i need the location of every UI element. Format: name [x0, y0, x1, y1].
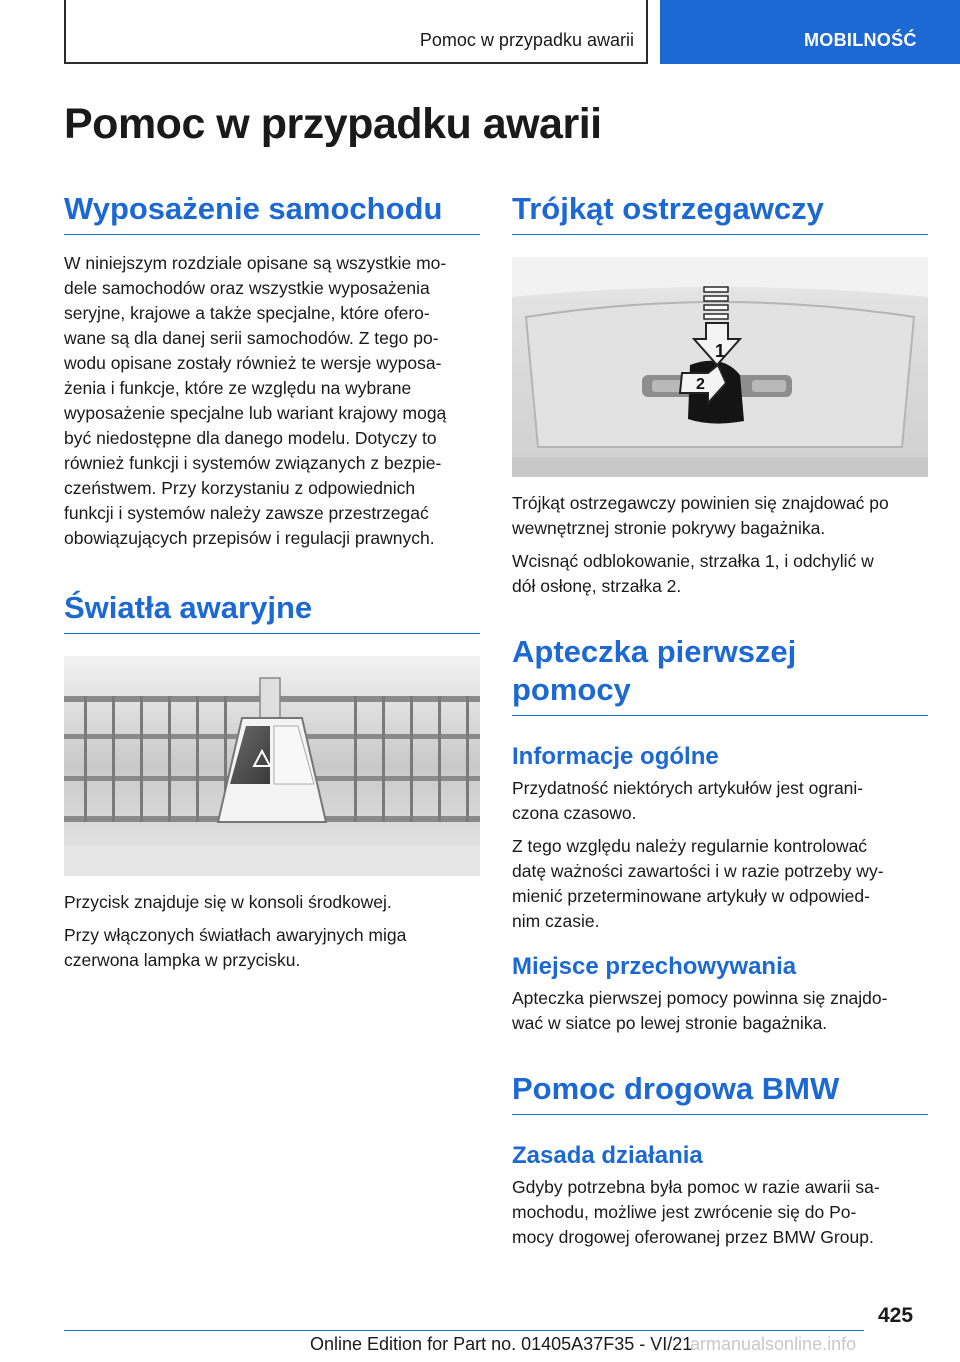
running-header-title: Pomoc w przypadku awarii: [419, 30, 634, 50]
general-info-paragraph-1: Przydatność niektórych artykułów jest ograni- czona czasowo.: [512, 778, 864, 823]
right-column: [512, 190, 928, 1250]
warning-triangle-paragraph-2: Wcisnąć odblokowanie, strzałka 1, i odchylić w dół osłonę, strzałka 2.: [512, 551, 874, 596]
heading-principle: Zasada działania: [512, 1142, 703, 1169]
section-tab-label: MOBILNOŚĆ: [804, 30, 917, 50]
hazard-paragraph-2: Przy włączonych światłach awaryjnych miga czerwona lampka w przycisku.: [64, 925, 407, 970]
figure-label-2: 2: [696, 376, 705, 393]
hazard-paragraph-1: Przycisk znajduje się w konsoli środkowej.: [64, 892, 392, 912]
watermark: armanualsonline.info: [690, 1334, 857, 1354]
vehicle-equipment-paragraph: W niniejszym rozdziale opisane są wszystkie mo- dele samochodów oraz wszystkie wyposażenia seryjne, krajowe a także specjalne, które ofero- wane są dla danej serii samochodów. Z tego po- wodu opisane zostały również te wersje wyposa- żenia i funkcje, które ze względu na wybrane wyposażenie specjalne lub wariant krajowy mogą być niedostępne dla danego modelu. Dotyczy to również funkcji i systemów związanych z bezpie- czeństwem. Przy korzystaniu z odpowiednich funkcji i systemów należy zawsze przestrzegać obowiązujących przepisów i regulacji prawnych.: [64, 253, 447, 548]
section-tab: [660, 0, 960, 64]
heading-hazard-lights: Światła awaryjne: [64, 589, 480, 634]
warning-triangle-illustration: [512, 257, 928, 477]
hazard-button-illustration: [64, 656, 480, 876]
storage-paragraph: Apteczka pierwszej pomocy powinna się znajdo- wać w siatce po lewej stronie bagażnika.: [512, 988, 888, 1033]
general-info-paragraph-2: Z tego względu należy regularnie kontrolować datę ważności zawartości i w razie potrzeby wy- mienić przeterminowane artykuły w odpowied- nim czasie.: [512, 836, 884, 931]
heading-roadside-assistance: Pomoc drogowa BMW: [512, 1070, 928, 1115]
page-title: Pomoc w przypadku awarii: [64, 100, 602, 148]
heading-storage: Miejsce przechowywania: [512, 953, 797, 980]
figure-label-1: 1: [715, 341, 726, 361]
running-header: [64, 0, 648, 64]
warning-triangle-paragraph-1: Trójkąt ostrzegawczy powinien się znajdować po wewnętrznej stronie pokrywy bagażnika.: [512, 493, 889, 538]
edition-text: Online Edition for Part no. 01405A37F35 - VI/21: [310, 1334, 693, 1354]
heading-general-info: Informacje ogólne: [512, 743, 719, 770]
page-number: 425: [878, 1304, 914, 1327]
heading-vehicle-equipment: Wyposażenie samochodu: [64, 190, 480, 235]
heading-first-aid: Apteczka pierwszej pomocy: [512, 633, 928, 716]
principle-paragraph: Gdyby potrzebna była pomoc w razie awarii sa- mochodu, możliwe jest zwrócenie się do Po- mocy drogowej oferowanej przez BMW Group.: [512, 1177, 880, 1247]
left-column: [64, 190, 480, 973]
heading-warning-triangle: Trójkąt ostrzegawczy: [512, 190, 928, 235]
footer-rule: [64, 1330, 864, 1331]
